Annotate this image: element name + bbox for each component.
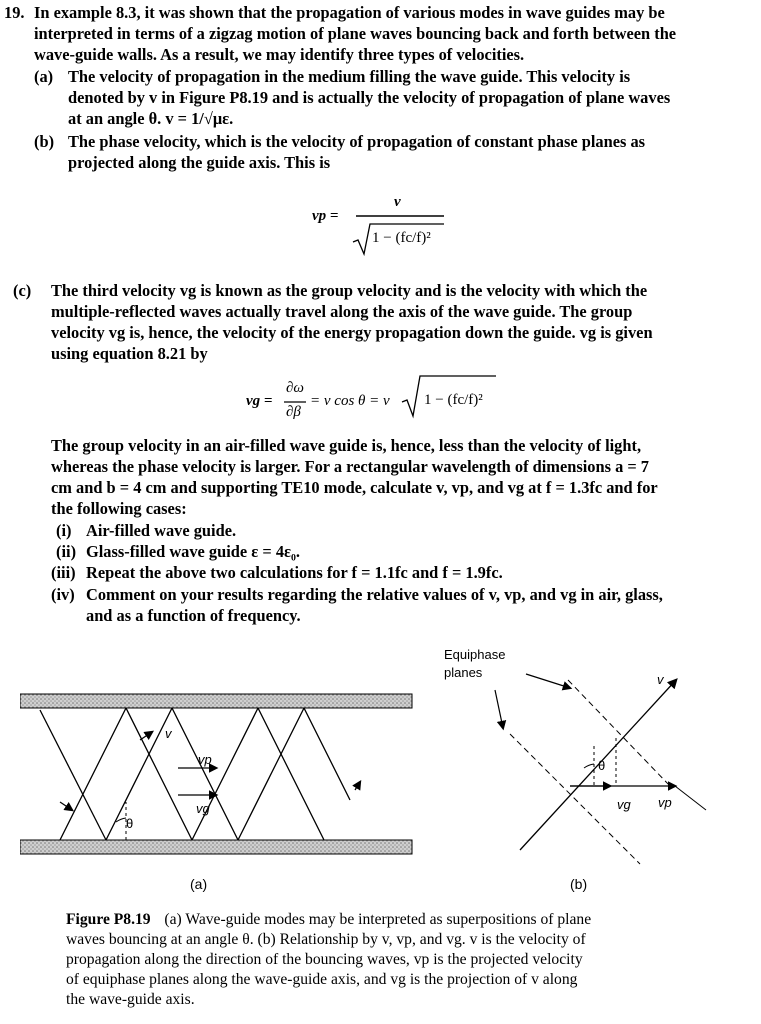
part-c-line-3: velocity vg is, hence, the velocity of the energy propagation down the guide. vg is given: [51, 323, 653, 342]
case-iii-text: Repeat the above two calculations for f = 1.1fc and f = 1.9fc.: [86, 563, 503, 582]
fig-a-label-vg: vg: [196, 801, 210, 816]
fig-b-label-equiphase: Equiphase: [444, 647, 506, 662]
figure-caption-text-1: (a) Wave-guide modes may be interpreted as superpositions of plane: [164, 911, 592, 928]
case-ii-marker: (ii): [56, 542, 77, 561]
fig-b-label-theta: θ: [598, 758, 606, 773]
part-c-marker: (c): [13, 281, 32, 300]
case-iii-marker: (iii): [51, 563, 76, 582]
eq-vg-root: 1 − (fc/f)²: [424, 392, 483, 408]
body-line-4: the following cases:: [51, 499, 187, 518]
fig-a-label-theta: θ: [126, 816, 134, 831]
part-b-line-1: The phase velocity, which is the velocity of propagation of constant phase planes as: [68, 132, 646, 151]
part-c-line-4: using equation 8.21 by: [51, 344, 208, 363]
part-a-line-3: at an angle θ. v = 1/√με.: [68, 109, 234, 128]
figure-caption-line-4: of equiphase planes along the wave-guide axis, and vg is the projection of v along: [66, 971, 578, 988]
intro-line-1: In example 8.3, it was shown that the propagation of various modes in wave guides may be: [34, 3, 665, 22]
subfigure-a-label: (a): [190, 876, 208, 892]
body-line-1: The group velocity in an air-filled wave guide is, hence, less than the velocity of light,: [51, 436, 642, 455]
intro-line-3: wave-guide walls. As a result, we may identify three types of velocities.: [34, 45, 525, 64]
body-line-2: whereas the phase velocity is larger. For a rectangular wavelength of dimensions a = 7: [51, 457, 650, 476]
fig-b-label-planes: planes: [444, 665, 483, 680]
problem-number: 19.: [4, 3, 25, 22]
fig-a-label-v: v: [165, 726, 172, 741]
figure-caption-line-3: propagation along the direction of the bouncing waves, vp is the projected velocity: [66, 951, 583, 968]
part-b-line-2: projected along the guide axis. This is: [68, 153, 331, 172]
part-a-line-1: The velocity of propagation in the medium filling the wave guide. This velocity is: [68, 67, 631, 86]
eq-vp-denominator: 1 − (fc/f)²: [372, 230, 431, 246]
eq-vg-lhs: vg =: [246, 393, 273, 409]
subfigure-b-label: (b): [570, 876, 588, 892]
intro-line-2: interpreted in terms of a zigzag motion of plane waves bouncing back and forth between the: [34, 24, 677, 43]
figure-caption-line-5: the wave-guide axis.: [66, 991, 195, 1008]
part-a-line-2: denoted by v in Figure P8.19 and is actually the velocity of propagation of plane waves: [68, 88, 671, 107]
fig-b-label-vg: vg: [617, 797, 631, 812]
figure-caption-line-2: waves bouncing at an angle θ. (b) Relationship by v, vp, and vg. v is the velocity of: [66, 931, 586, 948]
case-iv-marker: (iv): [51, 585, 75, 604]
case-iv-text: Comment on your results regarding the relative values of v, vp, and vg in air, glass,: [86, 585, 663, 604]
case-i-marker: (i): [56, 521, 72, 540]
case-ii-text: Glass-filled wave guide ε = 4ε₀.: [86, 542, 301, 561]
part-c-line-2: multiple-reflected waves actually travel along the axis of the wave guide. The group: [51, 302, 633, 321]
body-line-3: cm and b = 4 cm and supporting TE10 mode, calculate v, vp, and vg at f = 1.3fc and for: [51, 478, 658, 497]
case-iv-continuation: and as a function of frequency.: [86, 606, 301, 625]
part-b-marker: (b): [34, 132, 55, 151]
fig-a-label-vp: vp: [198, 752, 212, 767]
eq-vg-mid: = v cos θ = v: [310, 393, 390, 409]
eq-vp-numerator: v: [394, 194, 401, 210]
case-i-text: Air-filled wave guide.: [86, 521, 237, 540]
eq-vg-frac-num: ∂ω: [286, 380, 305, 396]
part-c-line-1: The third velocity vg is known as the group velocity and is the velocity with which the: [51, 281, 648, 300]
figure-caption-line-1: [66, 910, 591, 931]
part-a-marker: (a): [34, 67, 54, 86]
figure-caption-label: Figure P8.19: [66, 911, 151, 928]
fig-b-label-vp: vp: [658, 795, 672, 810]
figure-a-waveguide-diagram: [20, 690, 420, 865]
eq-vp-lhs: vp =: [312, 208, 339, 224]
figure-b-velocity-diagram: [470, 660, 720, 870]
fig-b-label-v: v: [657, 672, 664, 687]
eq-vg-frac-den: ∂β: [286, 404, 301, 420]
